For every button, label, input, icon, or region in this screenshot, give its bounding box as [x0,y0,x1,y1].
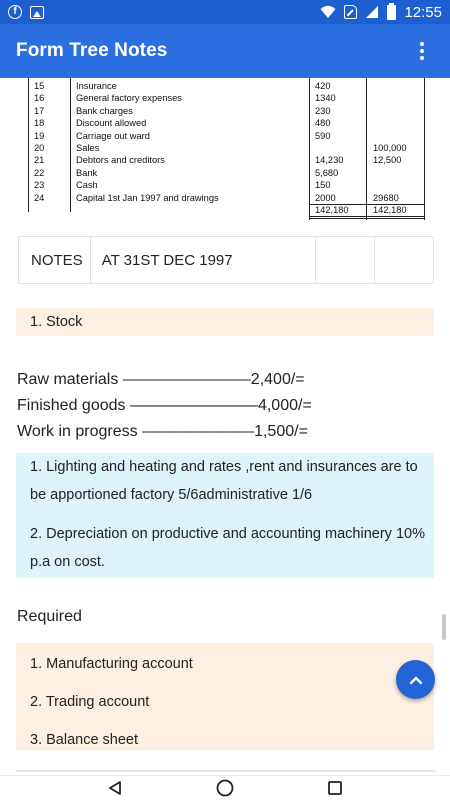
ledger-cell-item: Sales [76,143,100,153]
ledger-column-rule [424,78,425,220]
note-item-apportion: 1. Lighting and heating and rates ,rent and insurances are to be apportioned factory 5/6administrative 1/6 [30,459,418,503]
ledger-row [28,143,424,155]
ledger-cell-debit: 420 [315,81,331,91]
ledger-row [28,118,424,130]
ledger-cell-debit: 1340 [315,93,336,104]
ledger-cell-no: 19 [34,130,45,141]
notes-table-cell-empty-2 [375,237,433,283]
facebook-icon: f [8,5,22,19]
wifi-icon [320,5,336,19]
ledger-cell-item: Bank [76,167,98,178]
ledger-total-credit: 142,180 [373,205,407,215]
notes-table-cell-empty-1 [316,237,376,283]
recents-square-icon[interactable] [327,780,343,796]
stock-list-box [16,308,434,336]
ledger-cell-no: 17 [34,105,45,116]
ledger-cell-credit: 12,500 [373,155,402,166]
ledger-row [28,168,424,180]
signal-icon [365,5,379,19]
ledger-cell-debit: 150 [315,180,331,191]
stock-item: 1. Stock [30,314,83,330]
scroll-to-top-button[interactable] [396,660,435,699]
ledger-row [28,93,424,105]
ledger-row [28,131,424,143]
ledger-cell-item: Bank charges [76,105,133,116]
notes-table [18,236,434,284]
battery-icon [387,5,396,20]
ledger-cell-debit: 2000 [315,192,336,203]
ledger-cell-item: Debtors and creditors [76,155,165,166]
ledger-row [28,155,424,167]
trial-balance-image [28,78,424,222]
scrollbar-thumb[interactable] [442,614,446,640]
ledger-cell-debit: 480 [315,118,331,129]
ledger-cell-no: 22 [34,167,45,178]
ledger-cell-no: 16 [34,93,45,104]
ledger-cell-item: Cash [76,180,98,191]
inventory-line-work-in-progress: Work in progress ———————1,500/= [17,423,308,440]
ledger-cell-no: 21 [34,155,45,166]
ledger-cell-item: General factory expenses [76,93,182,104]
required-heading: Required [17,608,82,625]
back-triangle-icon[interactable] [107,780,123,796]
ledger-cell-no: 24 [34,192,45,203]
notes-list-box [16,453,434,578]
ledger-cell-credit: 100,000 [373,143,407,153]
app-bar [0,24,450,78]
ledger-total-rule [309,218,366,219]
image-icon [30,6,44,19]
ledger-row [28,106,424,118]
ledger-row [28,180,424,192]
ledger-cell-debit: 5,680 [315,167,339,178]
notes-table-cell-notes: NOTES [19,237,91,283]
ledger-row [28,81,424,93]
article-content[interactable] [0,78,450,772]
required-item-manufacturing: 1. Manufacturing account [30,656,193,672]
more-vert-icon[interactable] [410,42,434,60]
ledger-cell-debit: 14,230 [315,155,344,166]
ledger-cell-debit: 590 [315,130,331,141]
sim-icon [344,5,357,19]
divider [16,770,436,772]
required-item-trading: 2. Trading account [30,694,150,710]
ledger-cell-credit: 29680 [373,192,399,203]
ledger-cell-item: Discount allowed [76,118,147,129]
note-item-depreciation: 2. Depreciation on productive and accounting machinery 10% p.a on cost. [30,526,425,570]
ledger-cell-no: 15 [34,81,45,91]
ledger-total-debit: 142,180 [315,205,349,215]
ledger-cell-item: Capital 1st Jan 1997 and drawings [76,192,219,203]
status-bar [0,0,450,24]
ledger-cell-no: 18 [34,118,45,129]
ledger-cell-no: 20 [34,143,45,153]
ledger-totals-row [28,205,424,217]
inventory-line-finished-goods: Finished goods ————————4,000/= [17,397,312,414]
ledger-cell-item: Carriage out ward [76,130,150,141]
status-time: 12:55 [404,3,442,21]
inventory-line-raw-materials: Raw materials ————————2,400/= [17,371,305,388]
ledger-cell-debit: 230 [315,105,331,116]
inventory-lines [17,367,312,445]
required-list-box [16,643,434,750]
ledger-cell-no: 23 [34,180,45,191]
system-nav-bar [0,775,450,800]
notes-table-cell-date: AT 31ST DEC 1997 [91,237,316,283]
app-title: Form Tree Notes [16,40,168,61]
chevron-up-icon [409,675,423,685]
ledger-total-rule [366,218,424,219]
ledger-cell-item: Insurance [76,81,117,91]
required-item-balance-sheet: 3. Balance sheet [30,732,139,748]
home-circle-icon[interactable] [216,779,234,797]
